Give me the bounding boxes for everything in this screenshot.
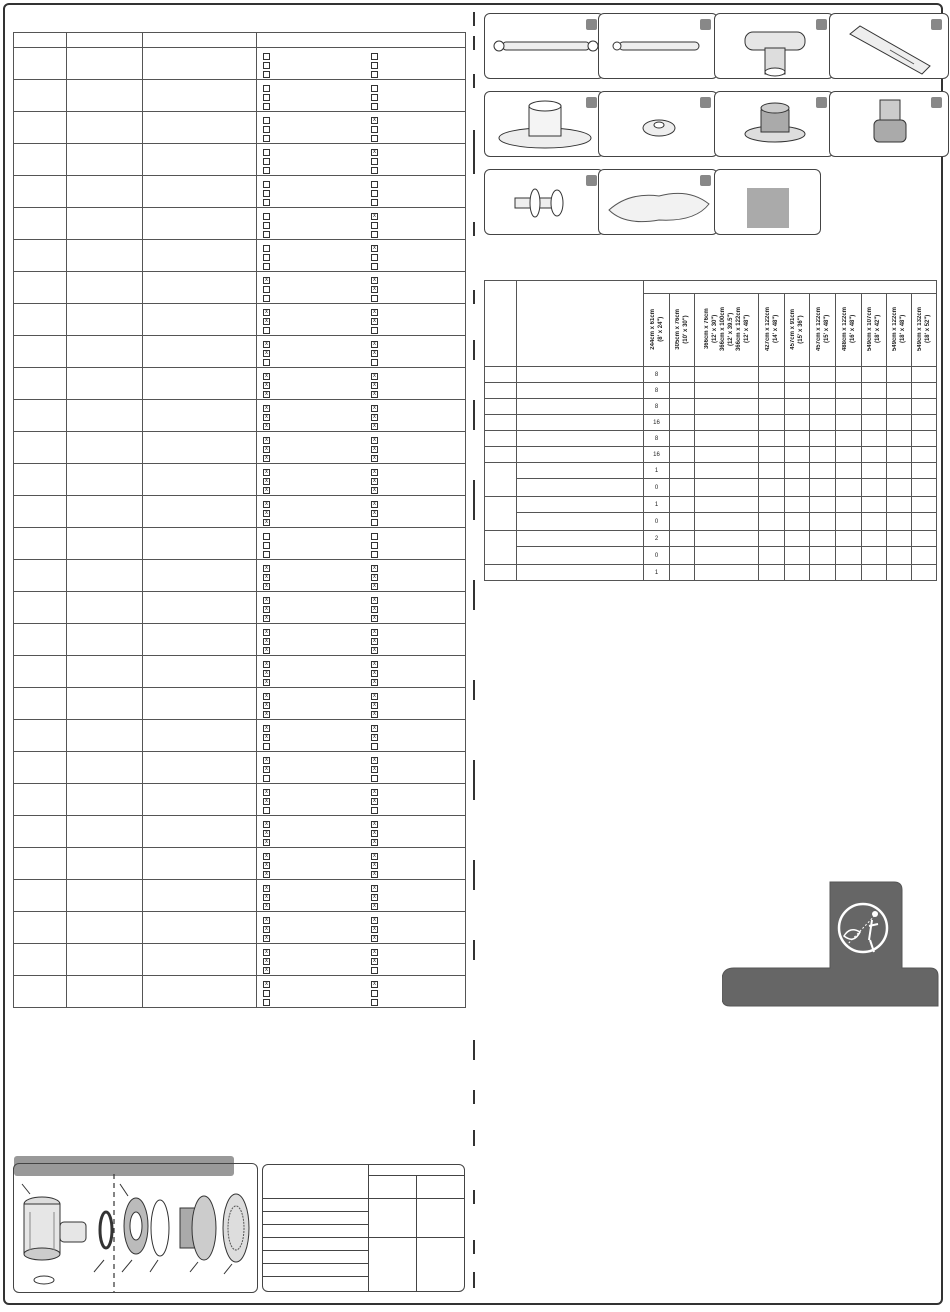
checkbox[interactable]: x <box>265 853 268 859</box>
checkbox[interactable] <box>371 53 378 60</box>
size-column-header <box>644 294 670 367</box>
checkbox[interactable] <box>263 94 270 101</box>
checkbox[interactable]: x <box>373 926 376 932</box>
checkbox[interactable] <box>371 158 378 165</box>
size-label: 427cm x 122cm (14' x 48") <box>764 306 779 352</box>
table-row <box>14 304 466 336</box>
checkbox[interactable]: x <box>373 391 376 397</box>
table-row <box>14 752 466 784</box>
part-card-adapter <box>829 91 949 157</box>
size-label: 549cm x 132cm (18' x 52") <box>917 306 932 352</box>
part-card-skimmer-valve <box>714 91 834 157</box>
checkbox[interactable]: x <box>373 583 376 589</box>
checkbox[interactable]: x <box>265 629 268 635</box>
checkbox[interactable]: x <box>373 711 376 717</box>
table-row <box>14 560 466 592</box>
checkbox[interactable] <box>263 990 270 997</box>
checkbox[interactable]: x <box>265 839 268 845</box>
checkbox[interactable]: x <box>265 798 268 804</box>
size-column-header <box>785 294 810 367</box>
size-column-header <box>836 294 862 367</box>
size-label: 244cm x 61cm (8' x 24") <box>649 308 664 350</box>
checkbox[interactable] <box>263 199 270 206</box>
table-row <box>485 531 937 547</box>
checkbox[interactable]: x <box>265 350 268 356</box>
strainer-cover-icon <box>223 1194 249 1262</box>
checkbox[interactable]: x <box>265 382 268 388</box>
checkbox[interactable]: x <box>373 565 376 571</box>
part-badge <box>931 19 942 30</box>
table-row <box>14 208 466 240</box>
checkbox[interactable] <box>371 126 378 133</box>
checkbox[interactable]: x <box>265 583 268 589</box>
checkbox[interactable]: x <box>373 917 376 923</box>
checkbox[interactable]: x <box>265 821 268 827</box>
part-card-leg <box>829 13 949 79</box>
checkbox[interactable] <box>263 807 270 814</box>
checkbox[interactable]: x <box>373 839 376 845</box>
size-column-header <box>912 294 937 367</box>
checkbox[interactable]: x <box>265 309 268 315</box>
lock-nut-icon <box>124 1198 148 1254</box>
checkbox[interactable]: x <box>373 455 376 461</box>
part-card-joint-cap <box>484 91 604 157</box>
table-row <box>14 592 466 624</box>
quantity-cell: 8 <box>644 431 670 447</box>
threaded-connector-icon <box>180 1196 216 1260</box>
checkbox[interactable]: x <box>373 574 376 580</box>
table-row <box>485 431 937 447</box>
checkbox[interactable]: x <box>373 213 376 219</box>
size-column-header <box>670 294 695 367</box>
blank-icon <box>715 170 835 236</box>
size-label: 305cm x 76cm (10' x 30") <box>675 308 689 350</box>
checkbox[interactable]: x <box>265 318 268 324</box>
table-row <box>14 976 466 1008</box>
checkbox[interactable] <box>371 167 378 174</box>
checkbox[interactable] <box>263 295 270 302</box>
checkbox[interactable]: x <box>265 679 268 685</box>
checkbox[interactable] <box>263 126 270 133</box>
checkbox[interactable] <box>371 551 378 558</box>
checkbox[interactable]: x <box>265 414 268 420</box>
checkbox[interactable]: x <box>373 862 376 868</box>
checkbox[interactable] <box>263 542 270 549</box>
table-row <box>14 112 466 144</box>
checkbox[interactable]: x <box>265 894 268 900</box>
table-row <box>485 547 937 565</box>
checkbox[interactable]: x <box>373 661 376 667</box>
table-row <box>485 367 937 383</box>
table-row <box>14 48 466 80</box>
checkbox[interactable]: x <box>373 478 376 484</box>
checkbox[interactable] <box>263 286 270 293</box>
checkbox[interactable]: x <box>265 501 268 507</box>
checkbox[interactable] <box>263 743 270 750</box>
checkbox[interactable]: x <box>265 423 268 429</box>
checkbox[interactable]: x <box>373 935 376 941</box>
checkbox[interactable]: x <box>265 711 268 717</box>
checkbox[interactable]: x <box>265 478 268 484</box>
table-row <box>14 400 466 432</box>
checkbox[interactable] <box>263 158 270 165</box>
checkbox[interactable] <box>371 967 378 974</box>
checkbox[interactable]: x <box>373 766 376 772</box>
part-badge <box>816 97 827 108</box>
warning-sign <box>722 880 940 1010</box>
checkbox[interactable] <box>263 53 270 60</box>
checkbox[interactable]: x <box>265 574 268 580</box>
table-row <box>14 944 466 976</box>
checkbox[interactable]: x <box>265 693 268 699</box>
checkbox[interactable] <box>371 743 378 750</box>
table-row <box>14 240 466 272</box>
checkbox[interactable]: x <box>373 446 376 452</box>
checkbox[interactable]: x <box>265 565 268 571</box>
checkbox[interactable]: x <box>373 286 376 292</box>
checkbox[interactable]: x <box>373 437 376 443</box>
checkbox[interactable]: x <box>373 277 376 283</box>
table-row <box>14 80 466 112</box>
checkbox[interactable] <box>371 222 378 229</box>
table-row <box>14 496 466 528</box>
checkbox[interactable]: x <box>373 341 376 347</box>
checkbox[interactable] <box>371 181 378 188</box>
checkbox[interactable] <box>371 254 378 261</box>
checkbox[interactable] <box>263 245 270 252</box>
table-row <box>485 383 937 399</box>
part-badge <box>816 19 827 30</box>
checkbox[interactable]: x <box>265 702 268 708</box>
table-row <box>14 912 466 944</box>
parts-quantity-table <box>484 280 937 581</box>
checkbox[interactable] <box>263 71 270 78</box>
quantity-cell: 8 <box>644 383 670 399</box>
table-row <box>485 447 937 463</box>
checkbox[interactable]: x <box>373 373 376 379</box>
checkbox[interactable]: x <box>265 391 268 397</box>
checkbox[interactable]: x <box>373 245 376 251</box>
checkbox[interactable]: x <box>373 757 376 763</box>
checkbox[interactable]: x <box>265 597 268 603</box>
quantity-cell: 1 <box>644 497 670 513</box>
checkbox[interactable]: x <box>265 830 268 836</box>
part-badge <box>586 97 597 108</box>
checkbox[interactable]: x <box>265 487 268 493</box>
checkbox[interactable]: x <box>373 894 376 900</box>
checkbox[interactable]: x <box>373 405 376 411</box>
checkbox[interactable]: x <box>373 830 376 836</box>
checkbox[interactable]: x <box>265 967 268 973</box>
checkbox[interactable]: x <box>373 885 376 891</box>
checkbox[interactable] <box>371 519 378 526</box>
checkbox[interactable]: x <box>265 405 268 411</box>
table-row <box>485 565 937 581</box>
checkbox[interactable] <box>263 999 270 1006</box>
checkbox[interactable] <box>371 990 378 997</box>
checkbox[interactable]: x <box>373 638 376 644</box>
checkbox[interactable] <box>263 103 270 110</box>
checkbox[interactable]: x <box>265 917 268 923</box>
checkbox[interactable]: x <box>373 414 376 420</box>
checkbox[interactable] <box>371 190 378 197</box>
checkbox[interactable] <box>371 775 378 782</box>
size-label: 488cm x 122cm (16' x 48") <box>841 306 856 352</box>
checkbox[interactable]: x <box>265 935 268 941</box>
size-label: 457cm x 91cm (15' x 36") <box>790 308 804 350</box>
checkbox[interactable] <box>263 775 270 782</box>
table-row <box>485 479 937 497</box>
table-row <box>14 272 466 304</box>
size-column-header <box>810 294 836 367</box>
part-card-rail-short <box>598 13 718 79</box>
checkbox[interactable]: x <box>373 679 376 685</box>
checkbox[interactable]: x <box>265 455 268 461</box>
checkbox[interactable] <box>263 135 270 142</box>
checkbox[interactable]: x <box>373 606 376 612</box>
checkbox[interactable] <box>371 359 378 366</box>
quantity-cell: 1 <box>644 565 670 581</box>
table-row <box>14 880 466 912</box>
checkbox[interactable]: x <box>373 117 376 123</box>
checkbox[interactable]: x <box>373 853 376 859</box>
part-card-washer <box>598 91 718 157</box>
checkbox[interactable]: x <box>265 437 268 443</box>
table-row <box>14 336 466 368</box>
checkbox[interactable]: x <box>373 798 376 804</box>
checkbox[interactable] <box>371 94 378 101</box>
table-row <box>14 176 466 208</box>
checkbox[interactable] <box>371 807 378 814</box>
checkbox[interactable] <box>263 231 270 238</box>
checkbox[interactable]: x <box>265 647 268 653</box>
part-badge <box>700 97 711 108</box>
table-row <box>14 656 466 688</box>
table-row <box>485 497 937 513</box>
checkbox[interactable]: x <box>265 341 268 347</box>
checkbox[interactable] <box>371 62 378 69</box>
compatibility-table-header <box>14 33 466 48</box>
checkbox[interactable] <box>263 62 270 69</box>
checkbox[interactable]: x <box>373 693 376 699</box>
checkbox[interactable]: x <box>265 757 268 763</box>
size-label: 549cm x 107cm (18' x 42") <box>867 306 881 352</box>
quantity-cell: 0 <box>644 547 670 565</box>
table-row <box>14 848 466 880</box>
checkbox[interactable]: x <box>373 510 376 516</box>
checkbox[interactable] <box>263 117 270 124</box>
checkbox[interactable]: x <box>373 647 376 653</box>
checkbox[interactable]: x <box>373 702 376 708</box>
checkbox[interactable] <box>263 533 270 540</box>
table-row <box>14 624 466 656</box>
skimmer-parts-table <box>262 1164 465 1292</box>
part-card-pool-cover <box>598 169 718 235</box>
quantity-cell: 8 <box>644 399 670 415</box>
part-badge <box>586 175 597 186</box>
compatibility-table <box>13 32 466 1008</box>
checkbox[interactable]: x <box>265 469 268 475</box>
checkbox[interactable] <box>371 999 378 1006</box>
quantity-cell: 2 <box>644 531 670 547</box>
checkbox[interactable]: x <box>373 789 376 795</box>
checkbox[interactable]: x <box>373 629 376 635</box>
checkbox[interactable] <box>371 231 378 238</box>
checkbox[interactable]: x <box>265 725 268 731</box>
checkbox[interactable]: x <box>373 423 376 429</box>
size-column-header <box>887 294 912 367</box>
part-card-rail <box>484 13 604 79</box>
checkbox[interactable]: x <box>265 510 268 516</box>
quantity-cell: 0 <box>644 479 670 497</box>
checkbox[interactable] <box>263 181 270 188</box>
checkbox[interactable]: x <box>373 981 376 987</box>
checkbox[interactable] <box>371 542 378 549</box>
checkbox[interactable] <box>263 167 270 174</box>
checkbox[interactable]: x <box>373 734 376 740</box>
checkbox[interactable] <box>263 551 270 558</box>
checkbox[interactable]: x <box>373 382 376 388</box>
table-row <box>14 720 466 752</box>
checkbox[interactable]: x <box>373 903 376 909</box>
checkbox[interactable]: x <box>265 615 268 621</box>
checkbox[interactable]: x <box>265 766 268 772</box>
quantity-cell: 1 <box>644 463 670 479</box>
size-column-header <box>695 294 759 367</box>
size-label: 457cm x 122cm (15' x 48") <box>815 306 830 352</box>
part-badge <box>700 175 711 186</box>
table-row <box>485 415 937 431</box>
checkbox[interactable]: x <box>265 885 268 891</box>
checkbox[interactable]: x <box>265 373 268 379</box>
size-column-header <box>759 294 785 367</box>
size-label: 366cm x 76cm (12' x 30") 366cm x 100cm (12' x 39.5") 366cm x 122cm (12' x 48") <box>703 306 750 352</box>
checkbox[interactable] <box>371 103 378 110</box>
skimmer-body-icon <box>24 1197 86 1260</box>
checkbox[interactable] <box>263 213 270 220</box>
checkbox[interactable]: x <box>373 149 376 155</box>
table-row <box>14 144 466 176</box>
checkbox[interactable] <box>263 149 270 156</box>
checkbox[interactable]: x <box>373 487 376 493</box>
checkbox[interactable] <box>263 327 270 334</box>
checkbox[interactable]: x <box>373 501 376 507</box>
table-row <box>14 432 466 464</box>
table-row <box>14 464 466 496</box>
checkbox[interactable] <box>371 533 378 540</box>
checkbox[interactable]: x <box>373 309 376 315</box>
checkbox[interactable]: x <box>265 958 268 964</box>
checkbox[interactable]: x <box>265 862 268 868</box>
checkbox[interactable]: x <box>265 670 268 676</box>
table-row <box>14 816 466 848</box>
table-row <box>14 528 466 560</box>
checkbox[interactable]: x <box>265 277 268 283</box>
size-label: 549cm x 122cm (18' x 48") <box>892 306 906 352</box>
checkbox[interactable]: x <box>373 821 376 827</box>
quantity-cell: 8 <box>644 367 670 383</box>
part-badge <box>931 97 942 108</box>
checkbox[interactable]: x <box>373 670 376 676</box>
checkbox[interactable]: x <box>373 597 376 603</box>
checkbox[interactable] <box>371 327 378 334</box>
checkbox[interactable] <box>371 71 378 78</box>
checkbox[interactable]: x <box>265 789 268 795</box>
skimmer-diagram <box>13 1163 258 1293</box>
part-card-t-joint <box>714 13 834 79</box>
checkbox[interactable]: x <box>265 734 268 740</box>
checkbox[interactable] <box>263 190 270 197</box>
quantity-cell: 16 <box>644 415 670 431</box>
checkbox[interactable]: x <box>373 725 376 731</box>
checkbox[interactable]: x <box>373 949 376 955</box>
checkbox[interactable] <box>263 222 270 229</box>
checkbox[interactable]: x <box>265 638 268 644</box>
checkbox[interactable] <box>371 85 378 92</box>
checkbox[interactable]: x <box>265 871 268 877</box>
checkbox[interactable]: x <box>373 318 376 324</box>
checkbox[interactable]: x <box>265 926 268 932</box>
checkbox[interactable]: x <box>265 661 268 667</box>
table-row <box>14 368 466 400</box>
quantity-cell: 0 <box>644 513 670 531</box>
checkbox[interactable]: x <box>373 469 376 475</box>
checkbox[interactable]: x <box>265 981 268 987</box>
part-card-blank <box>714 169 821 235</box>
checkbox[interactable]: x <box>373 871 376 877</box>
checkbox[interactable] <box>263 254 270 261</box>
checkbox[interactable] <box>263 359 270 366</box>
checkbox[interactable] <box>263 85 270 92</box>
checkbox[interactable]: x <box>265 606 268 612</box>
table-row <box>14 688 466 720</box>
part-badge <box>586 19 597 30</box>
checkbox[interactable]: x <box>373 350 376 356</box>
checkbox[interactable]: x <box>265 903 268 909</box>
table-row <box>485 463 937 479</box>
table-row <box>14 784 466 816</box>
size-column-header <box>862 294 887 367</box>
checkbox[interactable]: x <box>265 446 268 452</box>
checkbox[interactable]: x <box>265 519 268 525</box>
checkbox[interactable] <box>371 135 378 142</box>
table-row <box>485 399 937 415</box>
checkbox[interactable]: x <box>373 958 376 964</box>
checkbox[interactable] <box>371 263 378 270</box>
checkbox[interactable]: x <box>265 949 268 955</box>
checkbox[interactable] <box>371 295 378 302</box>
table-row <box>485 513 937 531</box>
part-badge <box>700 19 711 30</box>
gasket-icon <box>151 1200 169 1256</box>
part-card-strainer <box>484 169 604 235</box>
checkbox[interactable] <box>371 199 378 206</box>
quantity-cell: 16 <box>644 447 670 463</box>
checkbox[interactable]: x <box>373 615 376 621</box>
checkbox[interactable] <box>263 263 270 270</box>
